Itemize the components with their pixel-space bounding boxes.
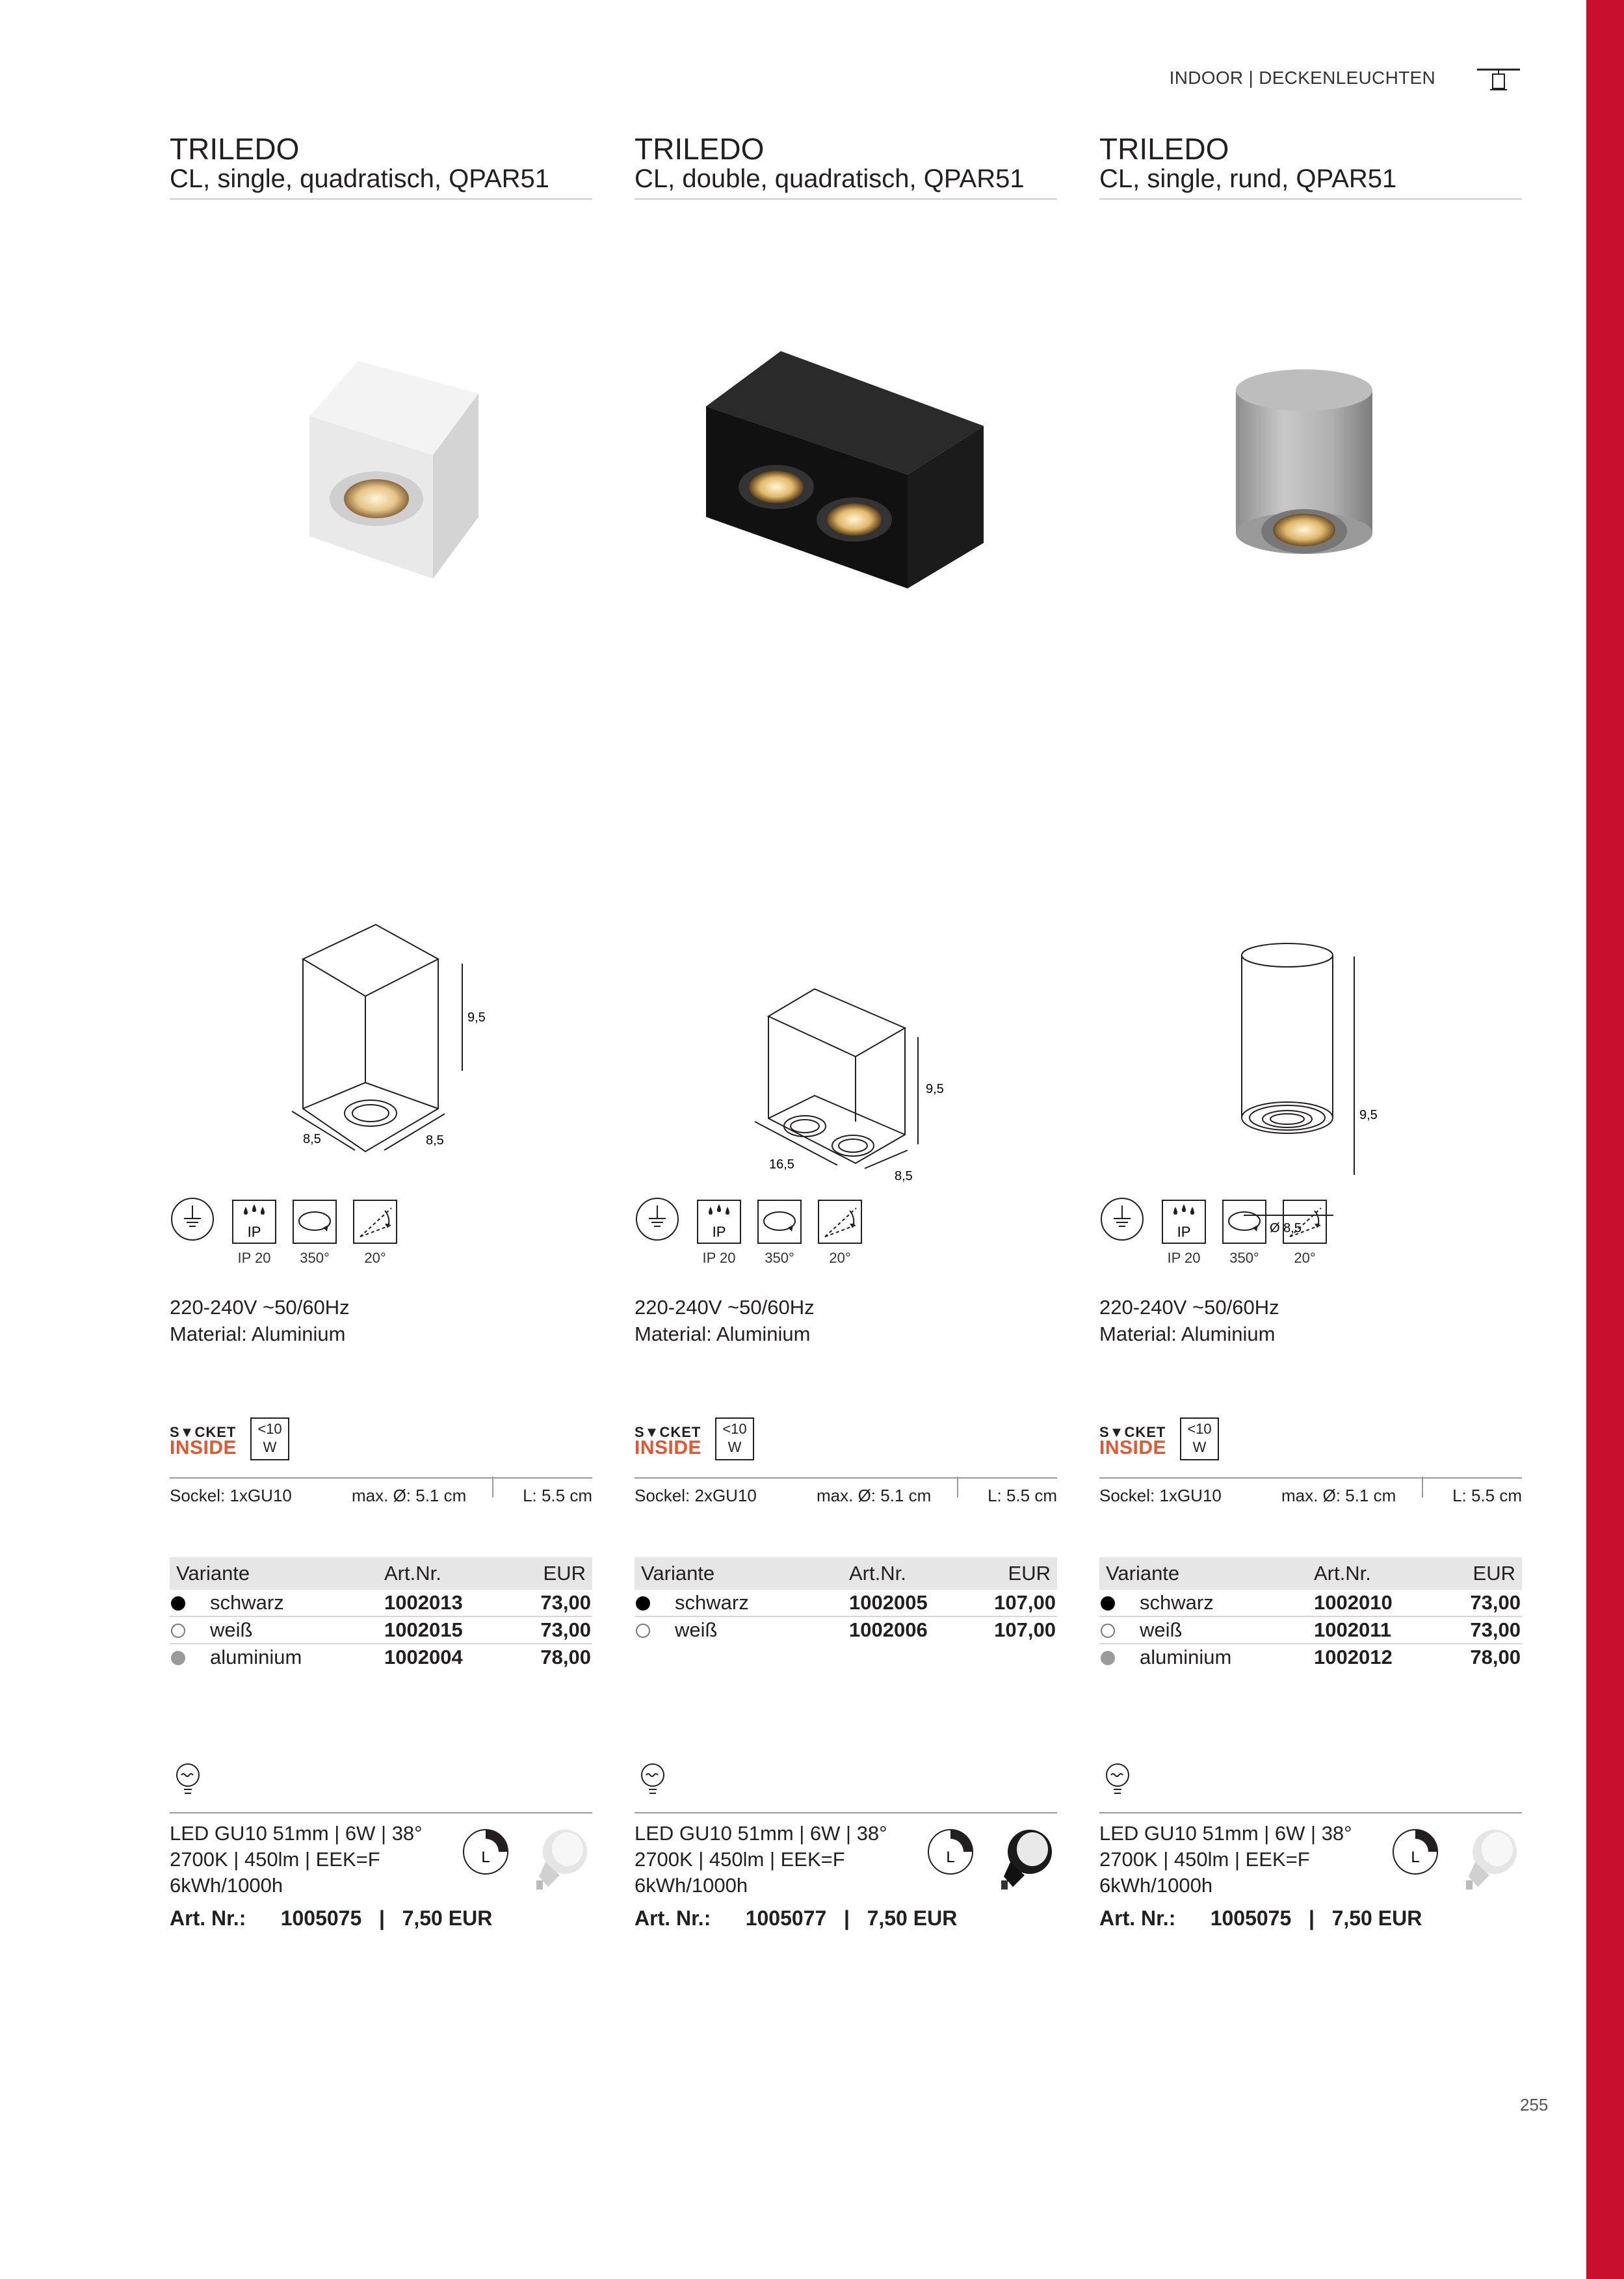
- product-photo: [635, 328, 1057, 751]
- wattage-badge: [715, 1417, 754, 1460]
- section-header: INDOOR | DECKENLEUCHTEN: [1169, 68, 1435, 88]
- socket-logo-top: S▼CKET: [1099, 1424, 1166, 1440]
- color-swatch: [171, 1596, 185, 1611]
- svg-text:IP: IP: [247, 1224, 261, 1240]
- dim-depth: 8,5: [426, 1133, 444, 1148]
- tilt-icon: [817, 1199, 863, 1245]
- max-diameter-text: max. Ø: 5.1 cm: [352, 1486, 467, 1505]
- led-line-2: 2700K | 450lm | EEK=F: [635, 1848, 845, 1871]
- article-number: 1002015: [384, 1618, 463, 1641]
- table-row: [170, 1644, 592, 1670]
- color-swatch: [1101, 1596, 1115, 1611]
- protection-class-icon: [1099, 1196, 1145, 1242]
- col-variante: Variante: [176, 1562, 250, 1585]
- table-row: [1099, 1590, 1522, 1617]
- dim-width: 16,5: [769, 1157, 794, 1172]
- separator: |: [378, 1906, 385, 1930]
- led-description: [1099, 1821, 1352, 1899]
- divider: [170, 1812, 592, 1813]
- ip-label: IP 20: [702, 1250, 736, 1266]
- led-lamp-photo: [984, 1825, 1056, 1896]
- led-accessory: [635, 1762, 1057, 1930]
- tilt-label: 20°: [829, 1250, 851, 1266]
- socket-info: [170, 1417, 592, 1505]
- table-row: [1099, 1617, 1522, 1644]
- product-title: TRILEDO: [1099, 132, 1229, 166]
- specs: [635, 1294, 815, 1347]
- col-artnr: Art.Nr.: [1314, 1562, 1371, 1585]
- socket-info: [635, 1417, 1057, 1505]
- dim-width: 8,5: [303, 1132, 321, 1146]
- sockel-text: Sockel: 2xGU10: [635, 1486, 757, 1505]
- led-description: [170, 1821, 423, 1899]
- wattage-badge: [1180, 1417, 1219, 1460]
- length-text: L: 5.5 cm: [1452, 1486, 1522, 1505]
- product-column-2: [635, 132, 1057, 1930]
- led-line-1: LED GU10 51mm | 6W | 38°: [1099, 1822, 1352, 1845]
- color-swatch: [1101, 1624, 1115, 1638]
- article-number: 1002012: [1314, 1646, 1393, 1668]
- voltage-text: 220-240V ~50/60Hz: [1099, 1296, 1279, 1319]
- led-line-2: 2700K | 450lm | EEK=F: [170, 1848, 380, 1871]
- lightbulb-icon: [174, 1762, 202, 1798]
- socket-info: [1099, 1417, 1522, 1505]
- price: 78,00: [1470, 1646, 1521, 1668]
- price: 73,00: [1470, 1591, 1521, 1614]
- svg-text:L: L: [1411, 1849, 1420, 1866]
- wattage-value: <10: [1187, 1421, 1212, 1437]
- divider: [957, 1477, 958, 1497]
- col-artnr: Art.Nr.: [384, 1562, 441, 1585]
- price: 78,00: [540, 1646, 591, 1668]
- variant-name: schwarz: [675, 1591, 749, 1614]
- variant-name: aluminium: [1140, 1646, 1232, 1668]
- socket-logo-bottom: INSIDE: [170, 1437, 237, 1458]
- rotation-label: 350°: [765, 1250, 794, 1266]
- specs: [1099, 1294, 1279, 1347]
- color-swatch: [171, 1624, 185, 1638]
- color-swatch: [636, 1624, 650, 1638]
- dim-diameter: Ø 8,5: [1270, 1221, 1302, 1235]
- art-number: 1005075: [1210, 1906, 1292, 1930]
- dim-height: 9,5: [1359, 1108, 1378, 1122]
- col-eur: EUR: [543, 1562, 586, 1585]
- specs: [170, 1294, 350, 1347]
- separator: |: [1308, 1906, 1315, 1930]
- article-number: 1002010: [1314, 1591, 1393, 1614]
- product-column-3: [1099, 132, 1522, 1930]
- divider: [492, 1477, 493, 1497]
- color-swatch: [1101, 1651, 1115, 1665]
- led-description: [635, 1821, 887, 1899]
- ip-label: IP 20: [1167, 1250, 1201, 1266]
- table-row: [1099, 1644, 1522, 1670]
- dim-depth: 8,5: [895, 1169, 913, 1183]
- red-side-bar: [1586, 0, 1624, 2279]
- rotation-icon: [1222, 1199, 1267, 1245]
- led-article-line: [635, 1906, 957, 1930]
- art-number: 1005075: [280, 1906, 362, 1930]
- tilt-icon: [1282, 1199, 1328, 1245]
- rotation-label: 350°: [300, 1250, 330, 1266]
- variant-name: schwarz: [1140, 1591, 1214, 1614]
- material-text: Material: Aluminium: [170, 1323, 346, 1345]
- art-label: Art. Nr.:: [1099, 1906, 1176, 1930]
- protection-class-icon: [635, 1196, 680, 1242]
- sockel-text: Sockel: 1xGU10: [170, 1486, 292, 1505]
- led-article-line: [1099, 1906, 1422, 1930]
- svg-text:L: L: [946, 1849, 955, 1866]
- socket-logo-top: S▼CKET: [635, 1424, 701, 1440]
- article-number: 1002005: [849, 1591, 928, 1614]
- table-row: [170, 1617, 592, 1644]
- col-eur: EUR: [1008, 1562, 1051, 1585]
- max-diameter-text: max. Ø: 5.1 cm: [817, 1486, 932, 1505]
- product-title: TRILEDO: [170, 132, 300, 166]
- price: 73,00: [540, 1618, 591, 1641]
- variant-table: [635, 1557, 1057, 1643]
- wattage-badge: [250, 1417, 289, 1460]
- led-line-3: 6kWh/1000h: [170, 1874, 283, 1897]
- variant-table-header: [1099, 1557, 1522, 1590]
- product-photo: [170, 328, 592, 751]
- wattage-value: <10: [722, 1421, 747, 1437]
- led-line-2: 2700K | 450lm | EEK=F: [1099, 1848, 1310, 1871]
- ip-label: IP 20: [237, 1250, 271, 1266]
- led-accessory: [1099, 1762, 1522, 1930]
- variant-name: weiß: [675, 1618, 718, 1641]
- dimmable-icon: [461, 1827, 510, 1877]
- divider: [1099, 1812, 1522, 1813]
- voltage-text: 220-240V ~50/60Hz: [635, 1296, 815, 1319]
- led-accessory: [170, 1762, 592, 1930]
- rotation-label: 350°: [1229, 1250, 1259, 1266]
- ip-rating-icon: [696, 1199, 742, 1245]
- wattage-unit: W: [263, 1439, 277, 1455]
- dim-height: 9,5: [467, 1010, 486, 1025]
- art-number: 1005077: [745, 1906, 827, 1930]
- product-subtitle: CL, single, rund, QPAR51: [1099, 165, 1522, 200]
- price: 73,00: [540, 1591, 591, 1614]
- article-number: 1002004: [384, 1646, 463, 1668]
- product-subtitle: CL, single, quadratisch, QPAR51: [170, 165, 592, 200]
- table-row: [635, 1590, 1057, 1617]
- divider: [635, 1477, 1057, 1479]
- variant-table: [170, 1557, 592, 1670]
- socket-logo-top: S▼CKET: [170, 1424, 237, 1440]
- dim-height: 9,5: [926, 1082, 944, 1096]
- rotation-icon: [757, 1199, 802, 1245]
- product-subtitle: CL, double, quadratisch, QPAR51: [635, 165, 1057, 200]
- material-text: Material: Aluminium: [635, 1323, 811, 1345]
- wattage-unit: W: [727, 1439, 742, 1455]
- col-artnr: Art.Nr.: [849, 1562, 906, 1585]
- variant-name: weiß: [210, 1618, 253, 1641]
- led-price: 7,50 EUR: [867, 1906, 958, 1930]
- lightbulb-icon: [638, 1762, 667, 1798]
- product-photo: [1099, 328, 1522, 751]
- feature-icons: [170, 1196, 592, 1268]
- variant-table: [1099, 1557, 1522, 1670]
- led-line-3: 6kWh/1000h: [1099, 1874, 1213, 1897]
- color-swatch: [636, 1596, 650, 1611]
- ceiling-light-icon: [1476, 68, 1521, 96]
- socket-logo-bottom: INSIDE: [1099, 1437, 1167, 1458]
- article-number: 1002013: [384, 1591, 463, 1614]
- led-price: 7,50 EUR: [1331, 1906, 1422, 1930]
- feature-icons: [635, 1196, 1057, 1268]
- protection-class-icon: [170, 1196, 215, 1242]
- tilt-label: 20°: [364, 1250, 386, 1266]
- divider: [170, 1477, 592, 1479]
- variant-name: schwarz: [210, 1591, 284, 1614]
- separator: |: [843, 1906, 850, 1930]
- col-variante: Variante: [1106, 1562, 1180, 1585]
- color-swatch: [171, 1651, 185, 1665]
- article-number: 1002006: [849, 1618, 928, 1641]
- led-line-1: LED GU10 51mm | 6W | 38°: [635, 1822, 887, 1845]
- divider: [635, 1812, 1057, 1813]
- table-row: [170, 1590, 592, 1617]
- divider: [1422, 1477, 1423, 1497]
- wattage-unit: W: [1192, 1439, 1207, 1455]
- led-price: 7,50 EUR: [402, 1906, 493, 1930]
- socket-logo-bottom: INSIDE: [635, 1437, 702, 1458]
- divider: [1099, 1477, 1522, 1479]
- article-number: 1002011: [1314, 1618, 1391, 1641]
- col-variante: Variante: [641, 1562, 715, 1585]
- led-article-line: [170, 1906, 492, 1930]
- variant-table-header: [635, 1557, 1057, 1590]
- page-number: 255: [1520, 2095, 1549, 2114]
- price: 107,00: [994, 1618, 1056, 1641]
- tilt-label: 20°: [1294, 1250, 1316, 1266]
- art-label: Art. Nr.:: [635, 1906, 711, 1930]
- variant-name: weiß: [1140, 1618, 1183, 1641]
- art-label: Art. Nr.:: [170, 1906, 246, 1930]
- price: 107,00: [994, 1591, 1056, 1614]
- led-line-3: 6kWh/1000h: [635, 1874, 748, 1897]
- led-line-1: LED GU10 51mm | 6W | 38°: [170, 1822, 423, 1845]
- svg-text:IP: IP: [712, 1224, 726, 1240]
- dimmable-icon: [926, 1827, 975, 1877]
- ip-rating-icon: [1161, 1199, 1207, 1245]
- sockel-text: Sockel: 1xGU10: [1099, 1486, 1222, 1505]
- led-lamp-photo: [1449, 1825, 1521, 1896]
- length-text: L: 5.5 cm: [988, 1486, 1057, 1505]
- variant-table-header: [170, 1557, 592, 1590]
- rotation-icon: [292, 1199, 337, 1245]
- length-text: L: 5.5 cm: [523, 1486, 592, 1505]
- voltage-text: 220-240V ~50/60Hz: [170, 1296, 350, 1319]
- max-diameter-text: max. Ø: 5.1 cm: [1281, 1486, 1396, 1505]
- wattage-value: <10: [257, 1421, 282, 1437]
- lightbulb-icon: [1103, 1762, 1132, 1798]
- col-eur: EUR: [1473, 1562, 1515, 1585]
- svg-text:L: L: [481, 1849, 490, 1866]
- table-row: [635, 1617, 1057, 1643]
- svg-text:IP: IP: [1177, 1224, 1191, 1240]
- product-title: TRILEDO: [635, 132, 765, 166]
- tilt-icon: [352, 1199, 398, 1245]
- product-column-1: [170, 132, 592, 1930]
- variant-name: aluminium: [210, 1646, 302, 1668]
- ip-rating-icon: [231, 1199, 277, 1245]
- dimmable-icon: [1391, 1827, 1440, 1877]
- feature-icons: [1099, 1196, 1522, 1268]
- led-lamp-photo: [519, 1825, 591, 1896]
- price: 73,00: [1470, 1618, 1521, 1641]
- material-text: Material: Aluminium: [1099, 1323, 1276, 1345]
